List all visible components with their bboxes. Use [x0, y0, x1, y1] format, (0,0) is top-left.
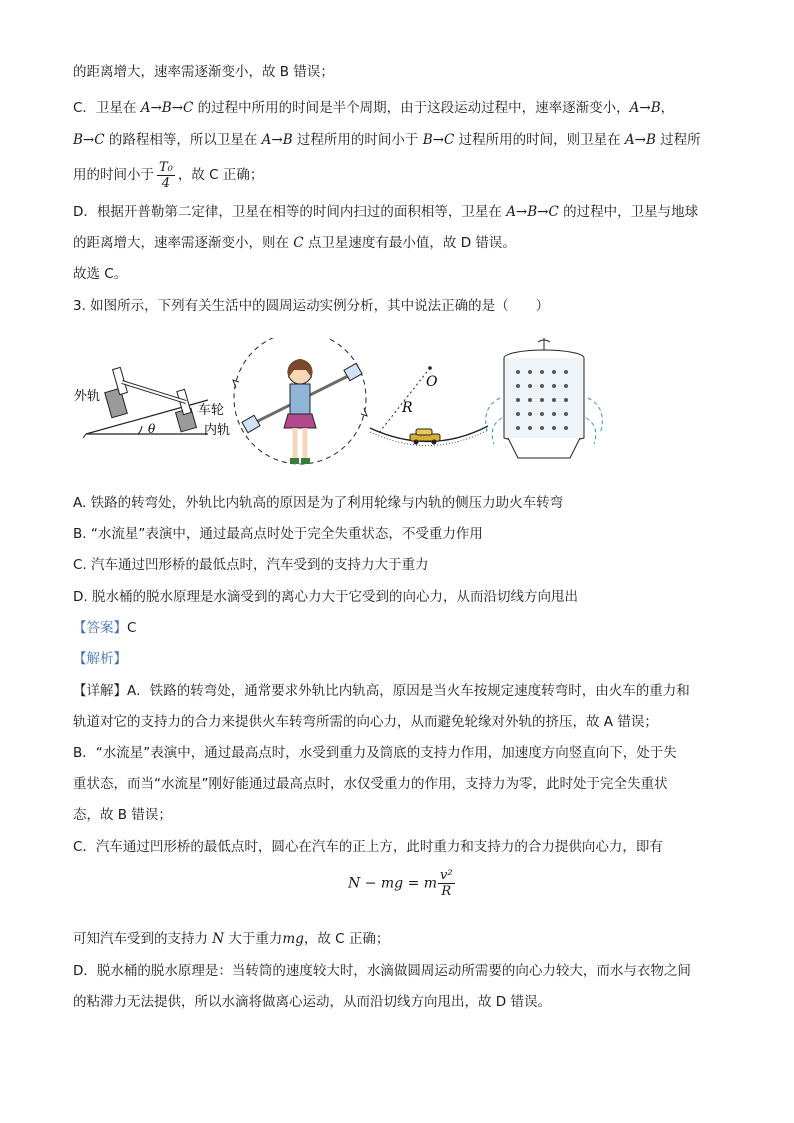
analysis-tag: 【解析】 [73, 651, 127, 667]
explanation-line: 【详解】A．铁路的转弯处，通常要求外轨比内轨高，原因是当火车按规定速度转弯时，由火车的重力和 [73, 683, 690, 699]
water-meteor-diagram [233, 338, 367, 464]
text-line: C．卫星在 A→B→C 的过程中所用的时间是半个周期，由于这段运动过程中，速率逐渐变小，A→B， [73, 100, 675, 116]
concave-bridge-diagram [370, 366, 488, 445]
answer-tag: 【答案】 [73, 620, 127, 636]
circular-motion-figure [68, 338, 608, 478]
text-line: D．根据开普勒第二定律，卫星在相等的时间内扫过的面积相等，卫星在 A→B→C 的过程中，卫星与地球 [73, 204, 699, 220]
explanation-line: C．汽车通过凹形桥的最低点时，圆心在汽车的正上方，此时重力和支持力的合力提供向心力，即有 [73, 839, 663, 855]
explanation-line: 态，故 B 错误； [73, 807, 172, 823]
fraction-t0-over-4: $\frac{\text{T₀}}{4}$ [159, 159, 173, 191]
text-line: 故选 C。 [73, 266, 128, 282]
text-line: 用的时间小于 $\frac{\text{T₀}}{4}$ ，故 C 正确； [73, 159, 264, 191]
explanation-line: 的粘滞力无法提供，所以水滴将做离心运动，从而沿切线方向甩出，故 D 错误。 [73, 994, 551, 1010]
radius-r-label: R [402, 400, 413, 416]
force-equation: N − mg = m $\frac{\text{v²}}{R}$ [348, 868, 453, 899]
text-line: B→C 的路程相等，所以卫星在 A→B 过程所用的时间小于 B→C 过程所用的时间，则卫星在 A→B 过程所 [73, 132, 701, 148]
explanation-line: B．“水流星”表演中，通过最高点时，水受到重力及筒底的支持力作用，加速度方向竖直向下，处于失 [73, 745, 677, 761]
wheel-label: 车轮 [198, 403, 225, 418]
railway-diagram [74, 367, 230, 438]
theta-label: θ [148, 422, 156, 436]
center-o-label: O [426, 374, 438, 390]
spin-dryer-diagram [486, 338, 603, 458]
explanation-line: 轨道对它的支持力的合力来提供火车转弯所需的向心力，从而避免轮缘对外轨的挤压，故 A 错误； [73, 714, 658, 730]
explanation-line: 可知汽车受到的支持力 N 大于重力mg，故 C 正确； [73, 931, 390, 947]
text-line: 的距离增大，速率需逐渐变小，则在 C 点卫星速度有最小值，故 D 错误。 [73, 235, 516, 251]
text-line: 的距离增大，速率需逐渐变小，故 B 错误； [73, 64, 334, 80]
explanation-line: 重状态，而当“水流星”刚好能通过最高点时，水仅受重力的作用，支持力为零，此时处于完全失重状 [73, 776, 668, 792]
question-3-stem: 3. 如图所示，下列有关生活中的圆周运动实例分析，其中说法正确的是（ ） [73, 298, 550, 314]
explanation-line: D．脱水桶的脱水原理是：当转筒的速度较大时，水滴做圆周运动所需要的向心力较大，而水与衣物之间 [73, 963, 691, 979]
option-d: D. 脱水桶的脱水原理是水滴受到的离心力大于它受到的向心力，从而沿切线方向甩出 [73, 589, 578, 605]
answer-line [73, 618, 136, 638]
outer-rail-label: 外轨 [74, 389, 101, 404]
inner-rail-label: 内轨 [204, 423, 231, 438]
answer-value: C [127, 620, 137, 636]
option-c: C. 汽车通过凹形桥的最低点时，汽车受到的支持力大于重力 [73, 557, 429, 573]
option-b: B. “水流星”表演中，通过最高点时处于完全失重状态，不受重力作用 [73, 526, 483, 542]
option-a: A. 铁路的转弯处，外轨比内轨高的原因是为了利用轮缘与内轨的侧压力助火车转弯 [73, 495, 564, 511]
